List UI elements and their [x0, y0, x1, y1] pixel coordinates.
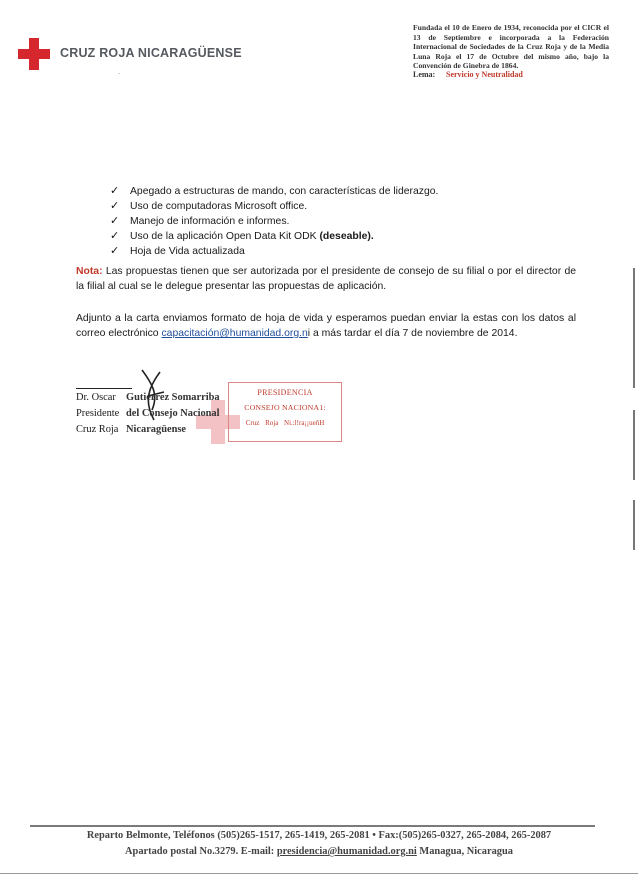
contact-email-link[interactable]: capacitación@humanidad.org.n [161, 328, 308, 339]
scan-edge-mark [633, 268, 635, 388]
stamp-line-2: CONSEJO NACIONA1: [244, 403, 326, 412]
scan-edge-mark [633, 410, 635, 480]
check-icon: ✓ [110, 230, 120, 242]
check-icon: ✓ [110, 200, 120, 212]
checklist-item-emphasis: (deseable). [319, 231, 374, 242]
signatory-line-3: Cruz Roja [76, 424, 119, 435]
signatory-title: del Consejo Nacional [126, 408, 220, 419]
footer-email-link[interactable]: presidencia@humanidad.org.ni [276, 846, 417, 857]
stamp-line-1: PRESIDENCIA [257, 388, 313, 397]
footer-contact-address [0, 846, 638, 857]
attachment-text-end: i a más tardar el día 7 de noviembre de 2014. [307, 328, 518, 339]
checklist-item [110, 184, 438, 199]
check-icon: ✓ [110, 185, 120, 197]
note-text: Las propuestas tienen que ser autorizada por el presidente de consejo de su filial o por el director de la filial al cual se le delegue presentar las propuestas de aplicación. [76, 266, 576, 292]
founding-statement: Fundada el 10 de Enero de 1934, reconocida por el CICR el 13 de Septiembre e incorporada a la Federación Internacional de Sociedades de la Cruz Roja y de la Media Luna Roja el 17 de Octubre del mismo año, bajo la Convención de Ginebra de 1864. [413, 23, 609, 71]
signatory-line-1: Dr. Oscar [76, 392, 116, 403]
signature-line [76, 388, 132, 389]
requirements-checklist [110, 184, 438, 259]
signatory-organization: Nicaragüense [126, 424, 187, 435]
signatory-block [76, 390, 119, 438]
checklist-item [110, 214, 438, 229]
signatory-overlay [126, 390, 220, 438]
page-bottom-rule [0, 873, 638, 874]
checklist-item-text: Hoja de Vida actualizada [130, 246, 245, 257]
footer-contact-phones: Reparto Belmonte, Teléfonos (505)265-1517, 265-1419, 265-2081 • Fax:(505)265-0327, 265-2084, 265-2087 [86, 830, 552, 841]
stamp-line-3: Cruz Roja Ni.:l!ra¡¡ueñH [245, 419, 325, 427]
attachment-text-start: Adjunto a la carta enviamos formato de hoja de vida y esperamos puedan enviar la estas con los datos al correo electrónico [76, 313, 576, 339]
checklist-item [110, 229, 438, 244]
signatory-surname: Gutiérrez Somarriba [126, 392, 220, 403]
signatory-line-2: Presidente [76, 408, 120, 419]
attachment-paragraph [76, 311, 576, 341]
checklist-item-text: Uso de la aplicación Open Data Kit ODK [130, 231, 317, 242]
note-label: Nota: [76, 266, 103, 277]
scan-edge-mark [633, 500, 635, 550]
checklist-item [110, 199, 438, 214]
organization-name: CRUZ ROJA NICARAGÜENSE [60, 46, 242, 60]
checklist-item-text: Manejo de información e informes. [130, 216, 290, 227]
checklist-item [110, 244, 438, 259]
check-icon: ✓ [110, 245, 120, 257]
motto-label: Lema: [413, 70, 436, 79]
footer-divider [30, 825, 595, 827]
footer-city: Managua, Nicaragua [416, 846, 513, 857]
red-cross-logo-icon [18, 38, 50, 70]
footer-postal: Apartado postal No.3279. E-mail: [125, 846, 277, 857]
check-icon: ✓ [110, 215, 120, 227]
checklist-item-text: Uso de computadoras Microsoft office. [130, 201, 308, 212]
note-paragraph [76, 264, 576, 294]
checklist-item-text: Apegado a estructuras de mando, con características de liderazgo. [130, 186, 439, 197]
motto-value: Servicio y Neutralidad [446, 70, 523, 79]
header-mark: - [118, 71, 120, 77]
official-stamp [228, 382, 342, 442]
